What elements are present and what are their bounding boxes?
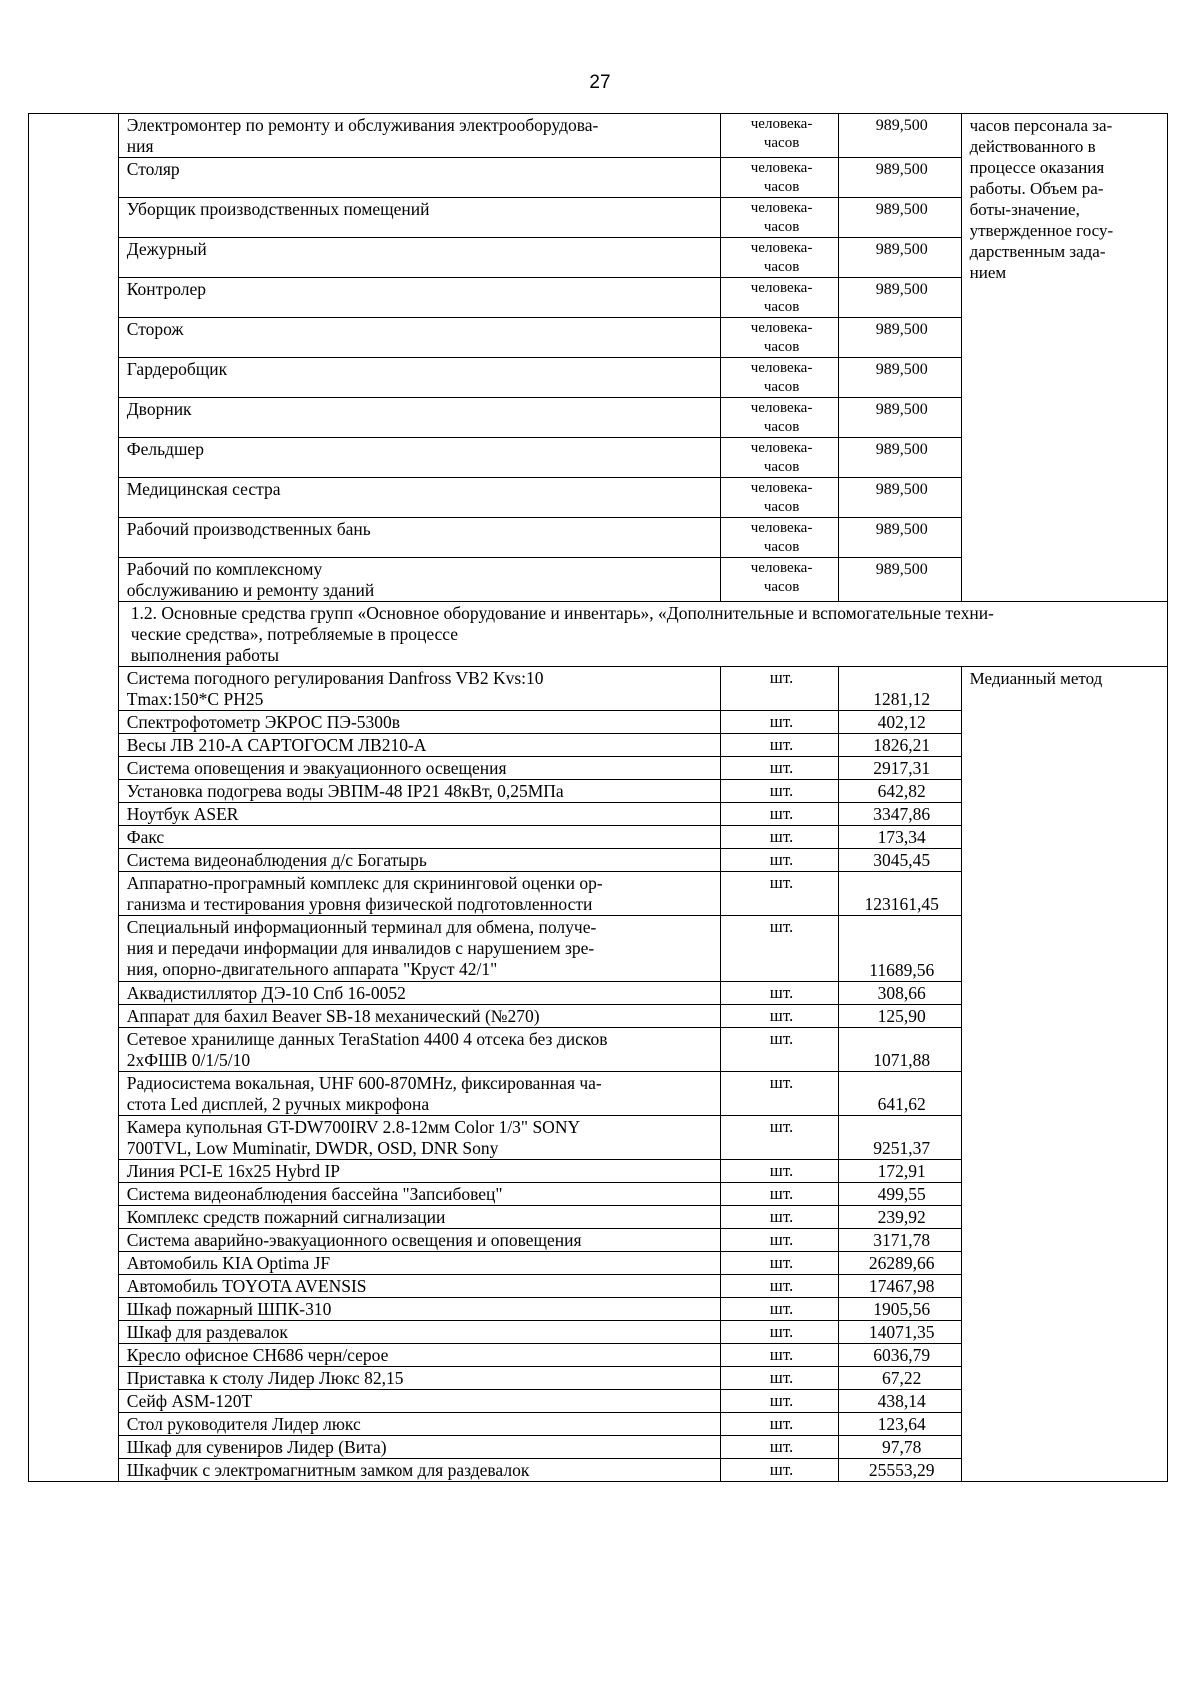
value-cell: 989,500 [838, 278, 961, 318]
equipment-name: Факс [118, 826, 721, 849]
note-personnel: часов персонала за- действованного в процессе оказания работы. Объем ра- боты-значение, утвержденное госу- дарственным зада- нием [961, 114, 1167, 602]
unit-cell: человека- часов [721, 238, 839, 278]
value-cell: 989,500 [838, 318, 961, 358]
equipment-name: Автомобиль TOYOTA AVENSIS [118, 1275, 721, 1298]
equipment-name: Шкаф для раздевалок [118, 1321, 721, 1344]
unit-cell: шт. [721, 803, 839, 826]
value-cell: 989,500 [838, 114, 961, 158]
unit-cell: человека- часов [721, 198, 839, 238]
unit-cell: человека- часов [721, 158, 839, 198]
value-cell: 172,91 [838, 1160, 961, 1183]
unit-cell: человека- часов [721, 398, 839, 438]
unit-cell: шт. [721, 1072, 839, 1116]
value-cell: 14071,35 [838, 1321, 961, 1344]
equipment-name: Шкафчик с электромагнитным замком для раздевалок [118, 1459, 721, 1482]
position-name: Рабочий производственных бань [118, 518, 721, 558]
unit-cell: шт. [721, 757, 839, 780]
position-name: Рабочий по комплексному обслуживанию и ремонту зданий [118, 558, 721, 602]
unit-cell: шт. [721, 1459, 839, 1482]
equipment-name: Сейф ASM-120T [118, 1390, 721, 1413]
unit-cell: человека- часов [721, 518, 839, 558]
unit-cell: шт. [721, 1206, 839, 1229]
unit-cell: шт. [721, 1275, 839, 1298]
value-cell: 989,500 [838, 358, 961, 398]
unit-cell: шт. [721, 916, 839, 982]
unit-cell: шт. [721, 1436, 839, 1459]
position-name: Фельдшер [118, 438, 721, 478]
unit-cell: шт. [721, 1298, 839, 1321]
unit-cell: шт. [721, 1160, 839, 1183]
position-name: Уборщик производственных помещений [118, 198, 721, 238]
equipment-name: Спектрофотометр ЭКРОС ПЭ-5300в [118, 711, 721, 734]
value-cell: 17467,98 [838, 1275, 961, 1298]
equipment-name: Автомобиль KIA Optima JF [118, 1252, 721, 1275]
value-cell: 989,500 [838, 518, 961, 558]
position-name: Контролер [118, 278, 721, 318]
value-cell: 173,34 [838, 826, 961, 849]
unit-cell: шт. [721, 826, 839, 849]
value-cell: 6036,79 [838, 1344, 961, 1367]
value-cell: 989,500 [838, 398, 961, 438]
position-name: Медицинская сестра [118, 478, 721, 518]
value-cell: 123,64 [838, 1413, 961, 1436]
note-equipment: Медианный метод [961, 667, 1167, 1482]
value-cell: 11689,56 [838, 916, 961, 982]
position-name: Гардеробщик [118, 358, 721, 398]
value-cell: 25553,29 [838, 1459, 961, 1482]
equipment-name: Система погодного регулирования Danfross VB2 Kvs:10 Tmax:150*C PH25 [118, 667, 721, 711]
equipment-name: Приставка к столу Лидер Люкс 82,15 [118, 1367, 721, 1390]
value-cell: 1071,88 [838, 1028, 961, 1072]
value-cell: 989,500 [838, 158, 961, 198]
value-cell: 1905,56 [838, 1298, 961, 1321]
unit-cell: человека- часов [721, 558, 839, 602]
unit-cell: шт. [721, 1390, 839, 1413]
value-cell: 1281,12 [838, 667, 961, 711]
value-cell: 239,92 [838, 1206, 961, 1229]
equipment-name: Линия PCI-E 16x25 Hybrd IP [118, 1160, 721, 1183]
equipment-name: Стол руководителя Лидер люкс [118, 1413, 721, 1436]
unit-cell: шт. [721, 1229, 839, 1252]
value-cell: 308,66 [838, 982, 961, 1005]
equipment-name: Система аварийно-эвакуационного освещения и оповещения [118, 1229, 721, 1252]
section-title: 1.2. Основные средства групп «Основное оборудование и инвентарь», «Дополнительные и вспомогательные техни- ческие средства», потребляемые в процессе выполнения работы [118, 602, 1167, 667]
value-cell: 67,22 [838, 1367, 961, 1390]
equipment-name: Кресло офисное СН686 черн/серое [118, 1344, 721, 1367]
equipment-name: Аппарат для бахил Beaver SB-18 механический (№270) [118, 1005, 721, 1028]
equipment-name: Система видеонаблюдения д/с Богатырь [118, 849, 721, 872]
unit-cell: шт. [721, 1413, 839, 1436]
equipment-name: Шкаф пожарный ШПК-310 [118, 1298, 721, 1321]
equipment-name: Специальный информационный терминал для обмена, получе- ния и передачи информации для инвалидов с нарушением зре- ния, опорно-двигательного аппарата "Круст 42/1" [118, 916, 721, 982]
value-cell: 2917,31 [838, 757, 961, 780]
unit-cell: шт. [721, 711, 839, 734]
unit-cell: человека- часов [721, 318, 839, 358]
position-name: Дворник [118, 398, 721, 438]
value-cell: 499,55 [838, 1183, 961, 1206]
value-cell: 402,12 [838, 711, 961, 734]
value-cell: 641,62 [838, 1072, 961, 1116]
value-cell: 642,82 [838, 780, 961, 803]
unit-cell: шт. [721, 734, 839, 757]
equipment-name: Камера купольная GT-DW700IRV 2.8-12мм Color 1/3" SONY 700TVL, Low Muminatir, DWDR, OSD, DNR Sony [118, 1116, 721, 1160]
equipment-name: Шкаф для сувениров Лидер (Вита) [118, 1436, 721, 1459]
unit-cell: человека- часов [721, 278, 839, 318]
index-column-cell [29, 114, 119, 1482]
page-number: 27 [589, 72, 611, 93]
value-cell: 989,500 [838, 238, 961, 278]
section-header-row [29, 602, 1168, 667]
unit-cell: шт. [721, 1252, 839, 1275]
equipment-name: Аппаратно-програмный комплекс для скрининговой оценки ор- ганизма и тестирования уровня физической подготовленности [118, 872, 721, 916]
value-cell: 989,500 [838, 438, 961, 478]
position-name: Дежурный [118, 238, 721, 278]
unit-cell: шт. [721, 872, 839, 916]
equipment-name: Радиосистема вокальная, UHF 600-870MHz, фиксированная ча- стота Led дисплей, 2 ручных микрофона [118, 1072, 721, 1116]
value-cell: 1826,21 [838, 734, 961, 757]
table-row [29, 114, 1168, 158]
unit-cell: шт. [721, 1344, 839, 1367]
unit-cell: человека- часов [721, 114, 839, 158]
value-cell: 3171,78 [838, 1229, 961, 1252]
unit-cell: шт. [721, 1005, 839, 1028]
value-cell: 989,500 [838, 198, 961, 238]
unit-cell: шт. [721, 1321, 839, 1344]
equipment-name: Ноутбук ASER [118, 803, 721, 826]
equipment-name: Весы ЛВ 210-А САРТОГОСМ ЛВ210-А [118, 734, 721, 757]
position-name: Сторож [118, 318, 721, 358]
unit-cell: шт. [721, 1367, 839, 1390]
unit-cell: человека- часов [721, 438, 839, 478]
value-cell: 438,14 [838, 1390, 961, 1413]
position-name: Столяр [118, 158, 721, 198]
unit-cell: человека- часов [721, 478, 839, 518]
value-cell: 125,90 [838, 1005, 961, 1028]
equipment-name: Аквадистиллятор ДЭ-10 Спб 16-0052 [118, 982, 721, 1005]
unit-cell: шт. [721, 1028, 839, 1072]
equipment-name: Установка подогрева воды ЭВПМ-48 IP21 48кВт, 0,25МПа [118, 780, 721, 803]
value-cell: 989,500 [838, 558, 961, 602]
unit-cell: шт. [721, 982, 839, 1005]
equipment-name: Система оповещения и эвакуационного освещения [118, 757, 721, 780]
unit-cell: шт. [721, 1183, 839, 1206]
position-name: Электромонтер по ремонту и обслуживания электрооборудова- ния [118, 114, 721, 158]
equipment-name: Комплекс средств пожарний сигнализации [118, 1206, 721, 1229]
value-cell: 123161,45 [838, 872, 961, 916]
value-cell: 3045,45 [838, 849, 961, 872]
value-cell: 989,500 [838, 478, 961, 518]
equipment-name: Сетевое хранилище данных TeraStation 4400 4 отсека без дисков 2хФШВ 0/1/5/10 [118, 1028, 721, 1072]
unit-cell: шт. [721, 849, 839, 872]
unit-cell: шт. [721, 667, 839, 711]
norms-table [28, 113, 1168, 1482]
value-cell: 9251,37 [838, 1116, 961, 1160]
unit-cell: человека- часов [721, 358, 839, 398]
unit-cell: шт. [721, 1116, 839, 1160]
value-cell: 26289,66 [838, 1252, 961, 1275]
table-row [29, 667, 1168, 711]
equipment-name: Система видеонаблюдения бассейна "Запсибовец" [118, 1183, 721, 1206]
value-cell: 97,78 [838, 1436, 961, 1459]
value-cell: 3347,86 [838, 803, 961, 826]
unit-cell: шт. [721, 780, 839, 803]
